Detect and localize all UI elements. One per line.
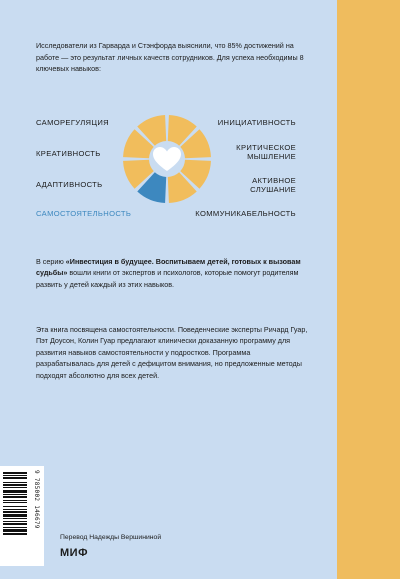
barcode-bar: [3, 518, 27, 519]
barcode-bar: [3, 511, 27, 513]
skill-initiative: ИНИЦИАТИВНОСТЬ: [217, 118, 296, 127]
skill-independence: САМОСТОЯТЕЛЬНОСТЬ: [36, 209, 132, 218]
skill-self-regulation: САМОРЕГУЛЯЦИЯ: [36, 118, 110, 127]
barcode-bar: [3, 490, 27, 493]
barcode-bar: [3, 502, 27, 503]
barcode-bar: [3, 475, 27, 476]
skill-communicability: КОММУНИКАБЕЛЬНОСТЬ: [195, 209, 296, 218]
barcode-bar: [3, 529, 27, 532]
series-paragraph: [36, 256, 308, 290]
book-spine-strip: [337, 0, 400, 579]
skill-critical-line2: МЫШЛЕНИЕ: [247, 152, 296, 161]
barcode-bar: [3, 494, 27, 495]
barcode-bar: [3, 514, 27, 517]
skill-listening-line2: СЛУШАНИЕ: [250, 185, 296, 194]
barcode-number: 9 785002 146679: [33, 470, 40, 529]
intro-text: Исследователи из Гарварда и Стэнфорда выяснили, что 85% достижений на работе — это результат личных качеств сотрудников. Для успеха необходимы 8 ключевых навыков:: [36, 41, 304, 73]
barcode-bar: [3, 523, 27, 525]
skills-wheel: [122, 114, 212, 204]
barcode-bar: [3, 521, 27, 522]
barcode-bar: [3, 496, 27, 498]
publisher-logo: МИФ: [60, 547, 88, 559]
skill-adaptivity: АДАПТИВНОСТЬ: [36, 180, 103, 189]
barcode-bar: [3, 509, 27, 510]
series-title: «Инвестиция в будущее. Воспитываем детей, готовых к вызовам судьбы»: [36, 257, 301, 278]
heart-icon: [153, 147, 181, 171]
barcode-bar: [3, 487, 27, 488]
barcode-bar: [3, 506, 27, 507]
barcode-bar: [3, 484, 27, 486]
skill-critical-line1: КРИТИЧЕСКОЕ: [236, 143, 296, 152]
barcode-bar: [3, 482, 27, 483]
skill-listening-line1: АКТИВНОЕ: [252, 176, 296, 185]
barcode-bar: [3, 477, 27, 479]
barcode-bar: [3, 500, 27, 501]
series-prefix: В серию: [36, 257, 66, 266]
barcode-bar: [3, 527, 27, 528]
barcode-bar: [3, 472, 27, 474]
book-description-paragraph: Эта книга посвящена самостоятельности. Поведенческие эксперты Ричард Гуар, Пэт Доусон, Колин Гуар предлагают клинически доказанную программу для развития навыков самостоятельности у подростков. Программа разрабатывалась для детей с дефицитом внимания, но предложенные методы подходят абсолютно для всех детей.: [36, 325, 308, 380]
barcode-bar: [3, 533, 27, 535]
isbn-barcode: [0, 466, 44, 566]
barcode-bars: [3, 470, 29, 562]
skill-creativity: КРЕАТИВНОСТЬ: [36, 149, 101, 158]
series-suffix: вошли книги от экспертов и психологов, которые помогут родителям развить у детей каждый из этих навыков.: [36, 268, 299, 289]
translator-credit: Перевод Надежды Вершининой: [60, 534, 162, 541]
